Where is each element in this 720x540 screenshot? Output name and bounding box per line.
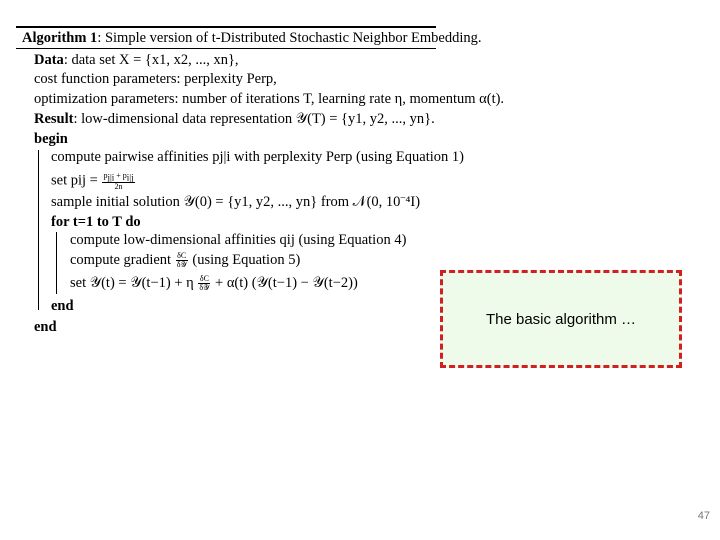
cost-line: cost function parameters: perplexity Perp, — [34, 71, 277, 87]
step-low-dim-affinities: compute low-dimensional affinities qij (using Equation 4) — [70, 232, 407, 248]
step-pairwise-affinities: compute pairwise affinities pj|i with perplexity Perp (using Equation 1) — [51, 149, 464, 165]
gradient-fraction: $\frac{\delta C}{\text{δ𝒴}}$ — [176, 251, 187, 270]
for-loop-line: for t=1 to T do — [51, 214, 141, 230]
algorithm-header-rule — [16, 48, 436, 49]
result-line: Result: low-dimensional data representation 𝒴(T) = {y1, y2, ..., yn}. — [34, 111, 435, 127]
page-number: 47 — [697, 510, 710, 522]
callout-text: The basic algorithm … — [485, 310, 637, 328]
begin-keyword: begin — [34, 131, 68, 147]
algorithm-title-text: : Simple version of t-Distributed Stochastic Neighbor Embedding. — [97, 30, 482, 46]
pij-fraction: $\frac{p_{j|i} + p_{i|j}}{2n}$ — [103, 171, 134, 191]
algorithm-top-rule — [16, 26, 436, 28]
callout-box — [440, 270, 682, 368]
step-gradient: compute gradient $\frac{\delta C}{\text{δ𝒴}}$ (using Equation 5) — [70, 251, 301, 270]
step-set-update: set 𝒴(t) = 𝒴(t−1) + η $\frac{\delta C}{\text{δ𝒴}}$ + α(t) (𝒴(t−1) − 𝒴(t−2)) — [70, 274, 358, 293]
update-fraction: $\frac{\delta C}{\text{δ𝒴}}$ — [199, 274, 210, 293]
algorithm-title — [22, 30, 482, 47]
optimization-line: optimization parameters: number of iterations T, learning rate η, momentum α(t). — [34, 91, 505, 107]
for-block-bar — [56, 232, 57, 294]
end-outer-keyword: end — [34, 319, 57, 335]
algorithm-label: Algorithm 1 — [22, 30, 98, 46]
data-line: Data: data set X = {x1, x2, ..., xn}, — [34, 52, 239, 68]
step-set-pij: set pij = $\frac{p_{j|i} + p_{i|j}}{2n}$ — [51, 171, 134, 191]
step-sample-initial: sample initial solution 𝒴(0) = {y1, y2, ..., yn} from 𝒩(0, 10⁻⁴I) — [51, 194, 421, 210]
end-inner-keyword: end — [51, 298, 74, 314]
begin-block-bar — [38, 150, 39, 310]
